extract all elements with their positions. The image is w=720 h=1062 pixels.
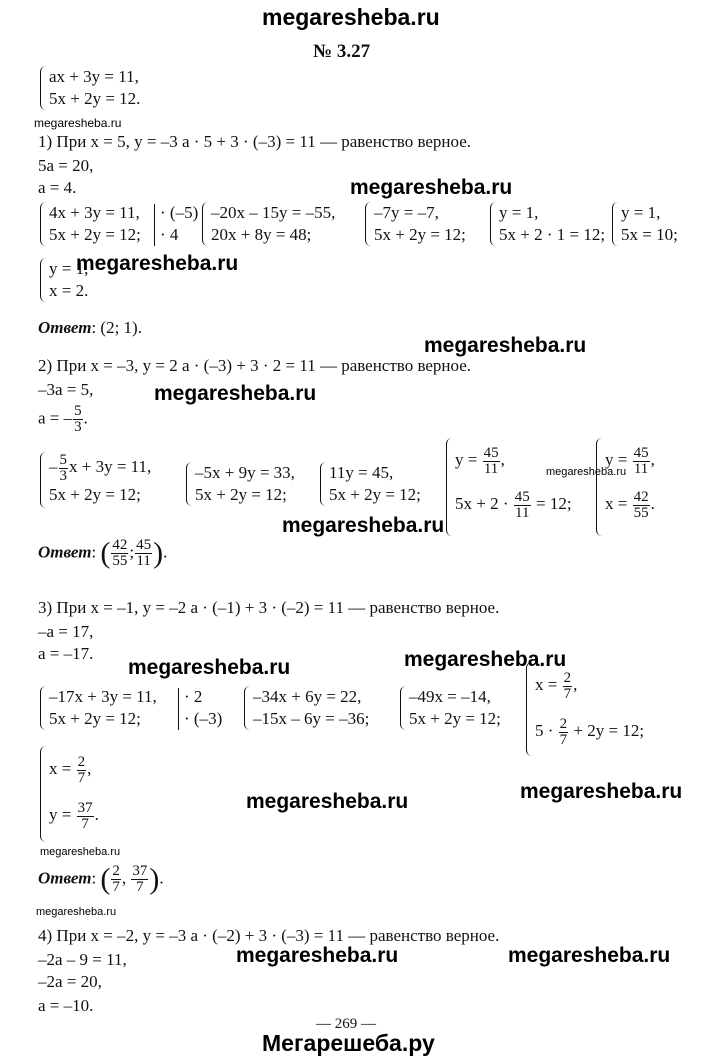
part2-a-value: a = – $\frac{5}{3}$ .	[38, 403, 88, 435]
watermark: megaresheba.ru	[34, 116, 122, 130]
multiplier-bar	[154, 204, 155, 246]
part3-system2: –34x + 6y = 22, –15x – 6y = –36;	[244, 686, 369, 730]
part2-system2: –5x + 9y = 33, 5x + 2y = 12;	[186, 462, 295, 506]
problem-number: № 3.27	[313, 41, 371, 62]
part2-line1: –3a = 5,	[38, 380, 94, 399]
answer-value: : (2; 1).	[91, 318, 142, 337]
part4-line2: –2a = 20,	[38, 972, 102, 991]
part3-line1: –a = 17,	[38, 622, 94, 641]
part2-system4: y = $\frac{45}{11}$ , 5x + 2 · $\frac{45}{11}$ = 12;	[446, 438, 572, 536]
answer-label: Ответ	[38, 868, 92, 888]
watermark: megaresheba.ru	[282, 514, 445, 537]
watermark: megaresheba.ru	[76, 252, 239, 275]
watermark: megaresheba.ru	[546, 466, 627, 478]
part3-system1: –17x + 3y = 11, 5x + 2y = 12;	[40, 686, 157, 730]
part1-mult2: · 4	[160, 225, 179, 244]
watermark: megaresheba.ru	[236, 944, 399, 967]
footer-site: Мегарешеба.ру	[262, 1030, 435, 1056]
answer-label: Ответ	[38, 542, 92, 562]
watermark: megaresheba.ru	[520, 780, 683, 803]
part4-condition: 4) При x = –2, y = –3 a · (–2) + 3 · (–3) = 11 — равенство верное.	[38, 926, 500, 945]
part1-system5: y = 1, 5x = 10;	[612, 202, 678, 246]
part3-system3: –49x = –14, 5x + 2y = 12;	[400, 686, 501, 730]
part1-system4: y = 1, 5x + 2 · 1 = 12;	[490, 202, 605, 246]
watermark: megaresheba.ru	[154, 382, 317, 405]
watermark: megaresheba.ru	[128, 656, 291, 679]
part3-system5: x = $\frac{2}{7}$ , y = $\frac{37}{7}$ .	[40, 746, 99, 842]
part3-answer: Ответ: ( $\frac{2}{7}$ , $\frac{37}{7}$ ).	[38, 862, 164, 896]
part1-mult1: · (–5)	[160, 203, 199, 222]
part3-mult2: · (–3)	[184, 709, 223, 728]
part1-system1: 4x + 3y = 11, 5x + 2y = 12;	[40, 202, 141, 246]
part1-system2: –20x – 15y = –55, 20x + 8y = 48;	[202, 202, 335, 246]
part1-system3: –7y = –7, 5x + 2y = 12;	[365, 202, 466, 246]
answer-label: Ответ	[38, 318, 92, 337]
part3-mult1: · 2	[184, 687, 203, 706]
watermark: megaresheba.ru	[424, 334, 587, 357]
part1-line1: 5a = 20,	[38, 156, 94, 175]
part1-system6: y = 1, x = 2.	[40, 258, 88, 302]
part1-answer	[38, 318, 142, 338]
part3-system4: x = $\frac{2}{7}$ , 5 · $\frac{2}{7}$ + 2y = 12;	[526, 662, 644, 756]
page-number: — 269 —	[316, 1016, 376, 1032]
part3-line2: a = –17.	[38, 644, 94, 663]
watermark: megaresheba.ru	[36, 906, 117, 918]
part2-system3: 11y = 45, 5x + 2y = 12;	[320, 462, 421, 506]
part3-condition: 3) При x = –1, y = –2 a · (–1) + 3 · (–2) = 11 — равенство верное.	[38, 598, 500, 617]
part4-line1: –2a – 9 = 11,	[38, 950, 127, 969]
watermark: megaresheba.ru	[246, 790, 409, 813]
part1-line2: a = 4.	[38, 178, 77, 197]
part2-system1: – $\frac{5}{3}$ x + 3y = 11, 5x + 2y = 12;	[40, 452, 151, 508]
part2-system5: y = $\frac{45}{11}$ , x = $\frac{42}{55}$ .	[596, 438, 655, 536]
watermark: megaresheba.ru	[40, 846, 121, 858]
top-system: ax + 3y = 11, 5x + 2y = 12.	[40, 66, 140, 110]
watermark: megaresheba.ru	[508, 944, 671, 967]
watermark: megaresheba.ru	[404, 648, 567, 671]
multiplier-bar	[178, 688, 179, 730]
part4-line3: a = –10.	[38, 996, 94, 1015]
part1-condition: 1) При x = 5, y = –3 a · 5 + 3 · (–3) = 11 — равенство верное.	[38, 132, 472, 151]
part2-condition: 2) При x = –3, y = 2 a · (–3) + 3 · 2 = 11 — равенство верное.	[38, 356, 472, 375]
part2-answer: Ответ: ( $\frac{42}{55}$ ; $\frac{45}{11}$ ).	[38, 536, 168, 570]
header-site: megaresheba.ru	[262, 4, 440, 30]
watermark: megaresheba.ru	[350, 176, 513, 199]
